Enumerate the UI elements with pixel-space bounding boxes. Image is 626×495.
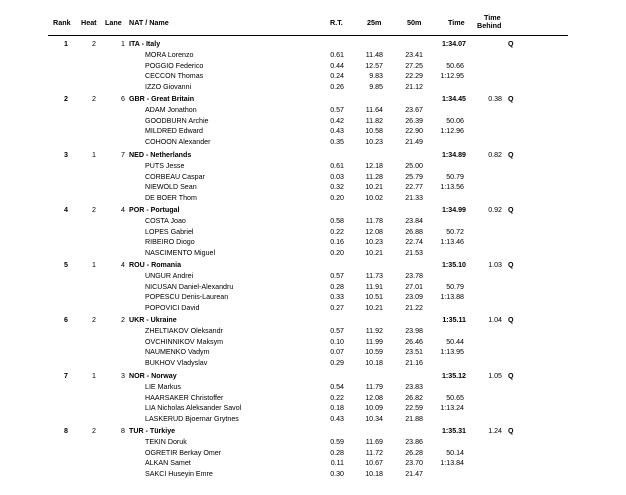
- split-50m: 23.67: [405, 106, 423, 114]
- swimmer-name: POPESCU Denis-Laurean: [145, 293, 229, 301]
- swimmer-name: RIBEIRO Diogo: [145, 238, 195, 246]
- split-25m: 11.92: [365, 327, 383, 335]
- final-time: 1:34.45: [441, 95, 466, 103]
- header-heat: Heat: [81, 18, 97, 27]
- split-25m: 11.82: [365, 117, 383, 125]
- leg-time: 50.79: [446, 283, 464, 291]
- split-50m: 21.88: [405, 415, 423, 423]
- time-behind: 0.82: [488, 151, 502, 159]
- split-50m: 26.39: [405, 117, 423, 125]
- team-row: [0, 39, 626, 50]
- split-50m: 23.70: [405, 459, 423, 467]
- swimmer-name: MORA Lorenzo: [145, 51, 194, 59]
- team-row: [0, 315, 626, 326]
- time-behind: 1.24: [488, 427, 502, 435]
- heat: 2: [92, 316, 96, 324]
- swimmer-name: ALKAN Samet: [145, 459, 191, 467]
- swimmer-name: LIA Nicholas Aleksander Savol: [145, 404, 242, 412]
- split-25m: 10.18: [365, 359, 383, 367]
- split-25m: 11.78: [365, 217, 383, 225]
- lane: 4: [121, 206, 125, 214]
- split-25m: 10.23: [365, 138, 383, 146]
- swimmer-row: [0, 71, 626, 82]
- split-50m: 21.53: [405, 249, 423, 257]
- reaction-time: 0.57: [330, 272, 344, 280]
- qualified-mark: Q: [508, 316, 514, 324]
- split-25m: 10.34: [365, 415, 383, 423]
- team-name: ROU - Romania: [129, 261, 182, 269]
- split-50m: 22.29: [405, 72, 423, 80]
- team-row: [0, 260, 626, 271]
- split-50m: 25.00: [405, 162, 423, 170]
- split-25m: 11.91: [365, 283, 383, 291]
- swimmer-name: NASCIMENTO Miguel: [145, 249, 216, 257]
- rank: 3: [64, 151, 68, 159]
- heat: 2: [92, 40, 96, 48]
- rank: 8: [64, 427, 68, 435]
- rank: 5: [64, 261, 68, 269]
- reaction-time: 0.58: [330, 217, 344, 225]
- split-25m: 10.09: [365, 404, 383, 412]
- time-behind: 1.03: [488, 261, 502, 269]
- split-25m: 9.85: [369, 83, 383, 91]
- swimmer-name: OGRETIR Berkay Omer: [145, 449, 222, 457]
- swimmer-name: ADAM Jonathon: [145, 106, 197, 114]
- cumulative-time: 1:12.96: [440, 127, 464, 135]
- split-25m: 11.28: [365, 173, 383, 181]
- reaction-time: 0.11: [330, 459, 344, 467]
- split-25m: 12.57: [365, 62, 383, 70]
- split-50m: 23.41: [405, 51, 423, 59]
- split-25m: 10.21: [365, 304, 383, 312]
- team-name: NOR - Norway: [129, 372, 177, 380]
- lane: 3: [121, 372, 125, 380]
- heat: 1: [92, 151, 96, 159]
- swimmer-name: IZZO Giovanni: [145, 83, 192, 91]
- swimmer-row: [0, 137, 626, 148]
- team-name: GBR - Great Britain: [129, 95, 195, 103]
- reaction-time: 0.54: [330, 383, 344, 391]
- lane: 2: [121, 316, 125, 324]
- swimmer-row: [0, 216, 626, 227]
- swimmer-row: [0, 50, 626, 61]
- split-50m: 22.59: [405, 404, 423, 412]
- swimmer-name: POPOVICI David: [145, 304, 200, 312]
- final-time: 1:34.07: [441, 40, 466, 48]
- swimmer-row: [0, 403, 626, 414]
- final-time: 1:34.99: [441, 206, 466, 214]
- split-25m: 11.72: [365, 449, 383, 457]
- split-25m: 10.67: [365, 459, 383, 467]
- cumulative-time: 1:13.95: [440, 348, 464, 356]
- heat: 2: [92, 427, 96, 435]
- split-50m: 23.84: [405, 217, 423, 225]
- split-25m: 9.83: [369, 72, 383, 80]
- reaction-time: 0.28: [330, 283, 344, 291]
- split-50m: 23.98: [405, 327, 423, 335]
- rank: 4: [64, 206, 68, 214]
- reaction-time: 0.07: [330, 348, 344, 356]
- swimmer-row: [0, 358, 626, 369]
- split-50m: 21.47: [405, 470, 423, 478]
- split-25m: 11.69: [365, 438, 383, 446]
- split-25m: 12.08: [365, 228, 383, 236]
- rank: 7: [64, 372, 68, 380]
- leg-time: 50.72: [446, 228, 464, 236]
- swimmer-row: [0, 182, 626, 193]
- split-50m: 22.74: [405, 238, 423, 246]
- heat: 1: [92, 261, 96, 269]
- swimmer-name: OVCHINNIKOV Maksym: [145, 338, 224, 346]
- final-time: 1:34.89: [441, 151, 466, 159]
- final-time: 1:35.10: [441, 261, 466, 269]
- swimmer-row: [0, 382, 626, 393]
- split-50m: 21.16: [405, 359, 423, 367]
- header-time-behind-2: Behind: [477, 21, 502, 30]
- swimmer-name: LIE Markus: [145, 383, 181, 391]
- split-25m: 10.21: [365, 249, 383, 257]
- split-50m: 27.25: [405, 62, 423, 70]
- cumulative-time: 1:13.84: [440, 459, 464, 467]
- split-50m: 25.79: [405, 173, 423, 181]
- swimmer-name: COSTA Joao: [145, 217, 186, 225]
- cumulative-time: 1:13.56: [440, 183, 464, 191]
- swimmer-name: LOPES Gabriel: [145, 228, 194, 236]
- swimmer-name: SAKCI Huseyin Emre: [145, 470, 213, 478]
- swimmer-name: UNGUR Andrei: [145, 272, 194, 280]
- lane: 1: [121, 40, 125, 48]
- swimmer-row: [0, 126, 626, 137]
- split-25m: 11.79: [365, 383, 383, 391]
- heat: 2: [92, 206, 96, 214]
- cumulative-time: 1:13.24: [440, 404, 464, 412]
- split-50m: 27.01: [405, 283, 423, 291]
- final-time: 1:35.12: [441, 372, 466, 380]
- qualified-mark: Q: [508, 95, 514, 103]
- split-25m: 10.59: [365, 348, 383, 356]
- team-row: [0, 371, 626, 382]
- swimmer-name: MILDRED Edward: [145, 127, 203, 135]
- swimmer-row: [0, 271, 626, 282]
- split-50m: 23.78: [405, 272, 423, 280]
- leg-time: 50.44: [446, 338, 464, 346]
- swimmer-name: LASKERUD Bjoernar Grytnes: [145, 415, 239, 423]
- swimmer-row: [0, 437, 626, 448]
- reaction-time: 0.33: [330, 293, 344, 301]
- swimmer-row: [0, 82, 626, 93]
- leg-time: 50.66: [446, 62, 464, 70]
- reaction-time: 0.59: [330, 438, 344, 446]
- split-50m: 26.46: [405, 338, 423, 346]
- final-time: 1:35.11: [442, 316, 466, 324]
- swimmer-row: [0, 414, 626, 425]
- split-25m: 10.51: [365, 293, 383, 301]
- reaction-time: 0.22: [330, 228, 344, 236]
- time-behind: 1.04: [488, 316, 502, 324]
- split-25m: 10.21: [365, 183, 383, 191]
- lane: 6: [121, 95, 125, 103]
- reaction-time: 0.61: [330, 51, 344, 59]
- reaction-time: 0.16: [330, 238, 344, 246]
- lane: 8: [121, 427, 125, 435]
- time-behind: 0.38: [488, 95, 502, 103]
- reaction-time: 0.10: [330, 338, 344, 346]
- split-25m: 10.23: [365, 238, 383, 246]
- rank: 6: [64, 316, 68, 324]
- reaction-time: 0.57: [330, 327, 344, 335]
- reaction-time: 0.29: [330, 359, 344, 367]
- header-divider: [48, 35, 568, 36]
- reaction-time: 0.44: [330, 62, 344, 70]
- swimmer-row: [0, 161, 626, 172]
- swimmer-name: NAUMENKO Vadym: [145, 348, 210, 356]
- split-50m: 22.77: [405, 183, 423, 191]
- reaction-time: 0.35: [330, 138, 344, 146]
- reaction-time: 0.20: [330, 249, 344, 257]
- header-time: Time: [448, 18, 465, 27]
- reaction-time: 0.18: [330, 404, 344, 412]
- heat: 2: [92, 95, 96, 103]
- swimmer-name: POGGIO Federico: [145, 62, 204, 70]
- reaction-time: 0.42: [330, 117, 344, 125]
- team-name: TUR - Türkiye: [129, 427, 176, 435]
- swimmer-row: [0, 105, 626, 116]
- split-25m: 11.99: [365, 338, 383, 346]
- qualified-mark: Q: [508, 372, 514, 380]
- split-25m: 12.08: [365, 394, 383, 402]
- reaction-time: 0.03: [330, 173, 344, 181]
- reaction-time: 0.28: [330, 449, 344, 457]
- team-name: POR - Portugal: [129, 206, 180, 214]
- reaction-time: 0.22: [330, 394, 344, 402]
- swimmer-name: BUKHOV Vladyslav: [145, 359, 208, 367]
- swimmer-name: PUTS Jesse: [145, 162, 185, 170]
- split-25m: 12.18: [365, 162, 383, 170]
- reaction-time: 0.26: [330, 83, 344, 91]
- reaction-time: 0.32: [330, 183, 344, 191]
- reaction-time: 0.61: [330, 162, 344, 170]
- split-50m: 23.51: [405, 348, 423, 356]
- swimmer-row: [0, 303, 626, 314]
- split-25m: 10.58: [365, 127, 383, 135]
- reaction-time: 0.30: [330, 470, 344, 478]
- header-25m: 25m: [367, 18, 382, 27]
- team-row: [0, 94, 626, 105]
- swimmer-name: ZHELTIAKOV Oleksandr: [145, 327, 223, 335]
- split-25m: 11.64: [365, 106, 383, 114]
- swimmer-row: [0, 292, 626, 303]
- split-50m: 21.22: [405, 304, 423, 312]
- split-50m: 26.28: [405, 449, 423, 457]
- cumulative-time: 1:13.88: [440, 293, 464, 301]
- swimmer-row: [0, 326, 626, 337]
- time-behind: 1.05: [488, 372, 502, 380]
- qualified-mark: Q: [508, 427, 514, 435]
- header-time-behind-1: Time: [484, 13, 501, 22]
- team-row: [0, 426, 626, 437]
- reaction-time: 0.43: [330, 415, 344, 423]
- team-row: [0, 205, 626, 216]
- team-name: NED - Netherlands: [129, 151, 192, 159]
- header-nat-name: NAT / Name: [129, 18, 169, 27]
- split-50m: 21.12: [405, 83, 423, 91]
- swimmer-row: [0, 237, 626, 248]
- qualified-mark: Q: [508, 151, 514, 159]
- rank: 2: [64, 95, 68, 103]
- split-25m: 11.48: [365, 51, 383, 59]
- header-lane: Lane: [105, 18, 122, 27]
- swimmer-name: COHOON Alexander: [145, 138, 211, 146]
- team-name: UKR - Ukraine: [129, 316, 177, 324]
- leg-time: 50.06: [446, 117, 464, 125]
- reaction-time: 0.27: [330, 304, 344, 312]
- swimmer-row: [0, 347, 626, 358]
- split-50m: 23.09: [405, 293, 423, 301]
- swimmer-name: GOODBURN Archie: [145, 117, 209, 125]
- swimmer-row: [0, 193, 626, 204]
- qualified-mark: Q: [508, 206, 514, 214]
- split-50m: 26.82: [405, 394, 423, 402]
- split-25m: 10.02: [365, 194, 383, 202]
- swimmer-name: NIEWOLD Sean: [145, 183, 197, 191]
- swimmer-row: [0, 248, 626, 259]
- leg-time: 50.79: [446, 173, 464, 181]
- split-50m: 21.49: [405, 138, 423, 146]
- split-25m: 10.18: [365, 470, 383, 478]
- split-50m: 23.86: [405, 438, 423, 446]
- swimmer-name: TEKIN Doruk: [145, 438, 187, 446]
- swimmer-name: CECCON Thomas: [145, 72, 204, 80]
- team-name: ITA - Italy: [129, 40, 161, 48]
- reaction-time: 0.24: [330, 72, 344, 80]
- time-behind: 0.92: [488, 206, 502, 214]
- qualified-mark: Q: [508, 261, 514, 269]
- heat: 1: [92, 372, 96, 380]
- swimmer-name: CORBEAU Caspar: [145, 173, 205, 181]
- results-header: [0, 12, 626, 36]
- leg-time: 50.65: [446, 394, 464, 402]
- rank: 1: [64, 40, 68, 48]
- swimmer-name: HAARSAKER Christoffer: [145, 394, 224, 402]
- leg-time: 50.14: [446, 449, 464, 457]
- swimmer-row: [0, 458, 626, 469]
- split-50m: 23.83: [405, 383, 423, 391]
- split-25m: 11.73: [365, 272, 383, 280]
- reaction-time: 0.57: [330, 106, 344, 114]
- cumulative-time: 1:13.46: [440, 238, 464, 246]
- cumulative-time: 1:12.95: [440, 72, 464, 80]
- header-50m: 50m: [407, 18, 422, 27]
- reaction-time: 0.43: [330, 127, 344, 135]
- reaction-time: 0.20: [330, 194, 344, 202]
- lane: 4: [121, 261, 125, 269]
- split-50m: 26.88: [405, 228, 423, 236]
- final-time: 1:35.31: [441, 427, 466, 435]
- header-rank: Rank: [53, 18, 71, 27]
- split-50m: 22.90: [405, 127, 423, 135]
- header-rt: R.T.: [330, 18, 343, 27]
- swimmer-row: [0, 469, 626, 480]
- swimmer-name: DE BOER Thom: [145, 194, 197, 202]
- swimmer-name: NICUSAN Daniel-Alexandru: [145, 283, 234, 291]
- split-50m: 21.33: [405, 194, 423, 202]
- lane: 7: [121, 151, 125, 159]
- qualified-mark: Q: [508, 40, 514, 48]
- team-row: [0, 150, 626, 161]
